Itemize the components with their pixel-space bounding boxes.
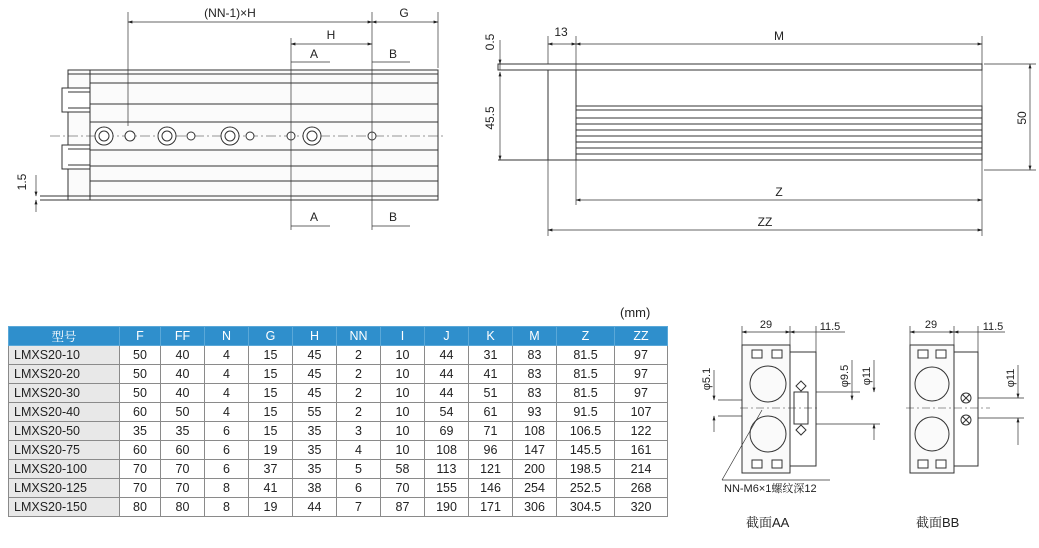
model-cell: LMXS20-150 <box>9 498 120 517</box>
table-cell: 146 <box>469 479 513 498</box>
table-row <box>9 403 668 422</box>
table-cell: 19 <box>249 498 293 517</box>
table-cell: 40 <box>161 365 205 384</box>
col-header: J <box>425 327 469 346</box>
table-cell: 96 <box>469 441 513 460</box>
dim-g: G <box>399 6 409 20</box>
table-cell: 69 <box>425 422 469 441</box>
table-cell: 70 <box>161 460 205 479</box>
table-cell: 8 <box>205 498 249 517</box>
dim-h: H <box>326 28 336 42</box>
table-cell: 161 <box>615 441 668 460</box>
table-cell: 80 <box>120 498 161 517</box>
table-cell: 15 <box>249 403 293 422</box>
table-cell: 37 <box>249 460 293 479</box>
table-cell: 50 <box>120 384 161 403</box>
table-cell: 41 <box>469 365 513 384</box>
table-cell: 70 <box>381 479 425 498</box>
model-cell: LMXS20-40 <box>9 403 120 422</box>
bb-dim-29: 29 <box>924 319 938 331</box>
dim-45-5: 45.5 <box>483 106 497 130</box>
model-cell: LMXS20-125 <box>9 479 120 498</box>
table-cell: 155 <box>425 479 469 498</box>
table-cell: 4 <box>205 365 249 384</box>
table-cell: 10 <box>381 441 425 460</box>
section-a-bottom: A <box>309 210 319 224</box>
col-header: K <box>469 327 513 346</box>
col-header: H <box>293 327 337 346</box>
table-cell: 268 <box>615 479 668 498</box>
side-view <box>498 64 982 160</box>
table-cell: 35 <box>293 422 337 441</box>
col-header: M <box>513 327 557 346</box>
dim-z: Z <box>775 185 783 199</box>
table-cell: 15 <box>249 365 293 384</box>
model-cell: LMXS20-50 <box>9 422 120 441</box>
table-cell: 35 <box>293 460 337 479</box>
table-row <box>9 346 668 365</box>
table-cell: 45 <box>293 346 337 365</box>
table-row <box>9 460 668 479</box>
table-cell: 171 <box>469 498 513 517</box>
table-cell: 121 <box>469 460 513 479</box>
table-cell: 45 <box>293 365 337 384</box>
bb-dim-11-5: 11.5 <box>982 321 1004 333</box>
table-cell: 252.5 <box>557 479 615 498</box>
table-cell: 15 <box>249 384 293 403</box>
table-cell: 70 <box>161 479 205 498</box>
table-cell: 147 <box>513 441 557 460</box>
table-cell: 58 <box>381 460 425 479</box>
bb-dim-phi11: φ11 <box>1005 368 1017 388</box>
table-cell: 10 <box>381 346 425 365</box>
table-cell: 60 <box>120 403 161 422</box>
table-cell: 97 <box>615 384 668 403</box>
table-cell: 320 <box>615 498 668 517</box>
dim-50: 50 <box>1015 111 1029 125</box>
col-header: NN <box>337 327 381 346</box>
table-cell: 44 <box>425 384 469 403</box>
table-cell: 214 <box>615 460 668 479</box>
table-row <box>9 422 668 441</box>
table-cell: 50 <box>161 403 205 422</box>
aa-dim-phi9-5: φ9.5 <box>839 364 851 388</box>
section-b-bottom: B <box>388 210 398 224</box>
table-cell: 6 <box>205 460 249 479</box>
table-cell: 10 <box>381 403 425 422</box>
table-cell: 44 <box>425 346 469 365</box>
table-cell: 4 <box>337 441 381 460</box>
section-b-top: B <box>388 47 398 61</box>
table-cell: 71 <box>469 422 513 441</box>
aa-dim-phi5-1: φ5.1 <box>701 367 713 391</box>
table-cell: 122 <box>615 422 668 441</box>
table-cell: 51 <box>469 384 513 403</box>
table-cell: 93 <box>513 403 557 422</box>
table-cell: 31 <box>469 346 513 365</box>
table-cell: 81.5 <box>557 384 615 403</box>
table-cell: 4 <box>205 346 249 365</box>
table-cell: 44 <box>293 498 337 517</box>
table-cell: 254 <box>513 479 557 498</box>
model-cell: LMXS20-20 <box>9 365 120 384</box>
table-cell: 40 <box>161 346 205 365</box>
caption-section-aa: 截面AA <box>746 515 790 530</box>
table-cell: 80 <box>161 498 205 517</box>
table-cell: 81.5 <box>557 346 615 365</box>
col-header: Z <box>557 327 615 346</box>
table-cell: 41 <box>249 479 293 498</box>
table-cell: 83 <box>513 365 557 384</box>
table-cell: 15 <box>249 346 293 365</box>
col-header: 型号 <box>9 327 120 346</box>
table-cell: 190 <box>425 498 469 517</box>
table-cell: 50 <box>120 346 161 365</box>
table-cell: 44 <box>425 365 469 384</box>
table-cell: 108 <box>513 422 557 441</box>
col-header: FF <box>161 327 205 346</box>
col-header: I <box>381 327 425 346</box>
col-header: G <box>249 327 293 346</box>
table-cell: 40 <box>161 384 205 403</box>
table-cell: 83 <box>513 384 557 403</box>
table-cell: 45 <box>293 384 337 403</box>
table-cell: 50 <box>120 365 161 384</box>
table-cell: 107 <box>615 403 668 422</box>
table-cell: 4 <box>205 403 249 422</box>
table-cell: 35 <box>120 422 161 441</box>
table-cell: 6 <box>205 441 249 460</box>
table-cell: 15 <box>249 422 293 441</box>
table-cell: 113 <box>425 460 469 479</box>
table-row <box>9 441 668 460</box>
aa-dim-phi11: φ11 <box>861 366 873 386</box>
thread-note: NN-M6×1螺纹深12 <box>724 483 817 495</box>
table-cell: 83 <box>513 346 557 365</box>
table-cell: 10 <box>381 384 425 403</box>
col-header: F <box>120 327 161 346</box>
section-bb-drawing <box>906 345 990 473</box>
table-cell: 97 <box>615 365 668 384</box>
section-a-top: A <box>309 47 319 61</box>
table-cell: 7 <box>337 498 381 517</box>
model-cell: LMXS20-10 <box>9 346 120 365</box>
table-cell: 2 <box>337 403 381 422</box>
table-cell: 8 <box>205 479 249 498</box>
table-cell: 70 <box>120 479 161 498</box>
table-cell: 54 <box>425 403 469 422</box>
table-cell: 60 <box>161 441 205 460</box>
table-header-row <box>9 327 668 346</box>
dim-0-5: 0.5 <box>483 33 497 51</box>
table-cell: 19 <box>249 441 293 460</box>
table-row <box>9 479 668 498</box>
col-header: N <box>205 327 249 346</box>
model-cell: LMXS20-100 <box>9 460 120 479</box>
model-cell: LMXS20-30 <box>9 384 120 403</box>
col-header: ZZ <box>615 327 668 346</box>
table-cell: 5 <box>337 460 381 479</box>
table-cell: 2 <box>337 365 381 384</box>
table-row <box>9 384 668 403</box>
aa-dim-29: 29 <box>759 319 773 331</box>
table-cell: 6 <box>205 422 249 441</box>
aa-dim-11-5: 11.5 <box>819 321 841 333</box>
table-cell: 87 <box>381 498 425 517</box>
table-cell: 304.5 <box>557 498 615 517</box>
table-cell: 97 <box>615 346 668 365</box>
table-cell: 60 <box>120 441 161 460</box>
table-cell: 4 <box>205 384 249 403</box>
table-cell: 145.5 <box>557 441 615 460</box>
table-cell: 306 <box>513 498 557 517</box>
table-cell: 35 <box>161 422 205 441</box>
dim-nn-h: (NN-1)×H <box>204 6 256 20</box>
table-cell: 200 <box>513 460 557 479</box>
dim-zz: ZZ <box>757 215 773 229</box>
table-cell: 35 <box>293 441 337 460</box>
table-cell: 70 <box>120 460 161 479</box>
table-cell: 10 <box>381 365 425 384</box>
table-row <box>9 365 668 384</box>
table-cell: 61 <box>469 403 513 422</box>
model-cell: LMXS20-75 <box>9 441 120 460</box>
table-cell: 55 <box>293 403 337 422</box>
dim-m: M <box>774 29 784 43</box>
table-cell: 38 <box>293 479 337 498</box>
dim-1-5: 1.5 <box>15 173 29 191</box>
table-cell: 2 <box>337 346 381 365</box>
spec-table <box>8 326 668 517</box>
table-cell: 3 <box>337 422 381 441</box>
table-cell: 6 <box>337 479 381 498</box>
unit-label: (mm) <box>620 305 651 320</box>
dim-13: 13 <box>554 25 568 39</box>
table-cell: 10 <box>381 422 425 441</box>
table-cell: 106.5 <box>557 422 615 441</box>
caption-section-bb: 截面BB <box>916 515 960 530</box>
section-aa-drawing <box>740 345 820 473</box>
table-cell: 81.5 <box>557 365 615 384</box>
table-cell: 198.5 <box>557 460 615 479</box>
table-cell: 2 <box>337 384 381 403</box>
table-row <box>9 498 668 517</box>
table-cell: 108 <box>425 441 469 460</box>
table-cell: 91.5 <box>557 403 615 422</box>
